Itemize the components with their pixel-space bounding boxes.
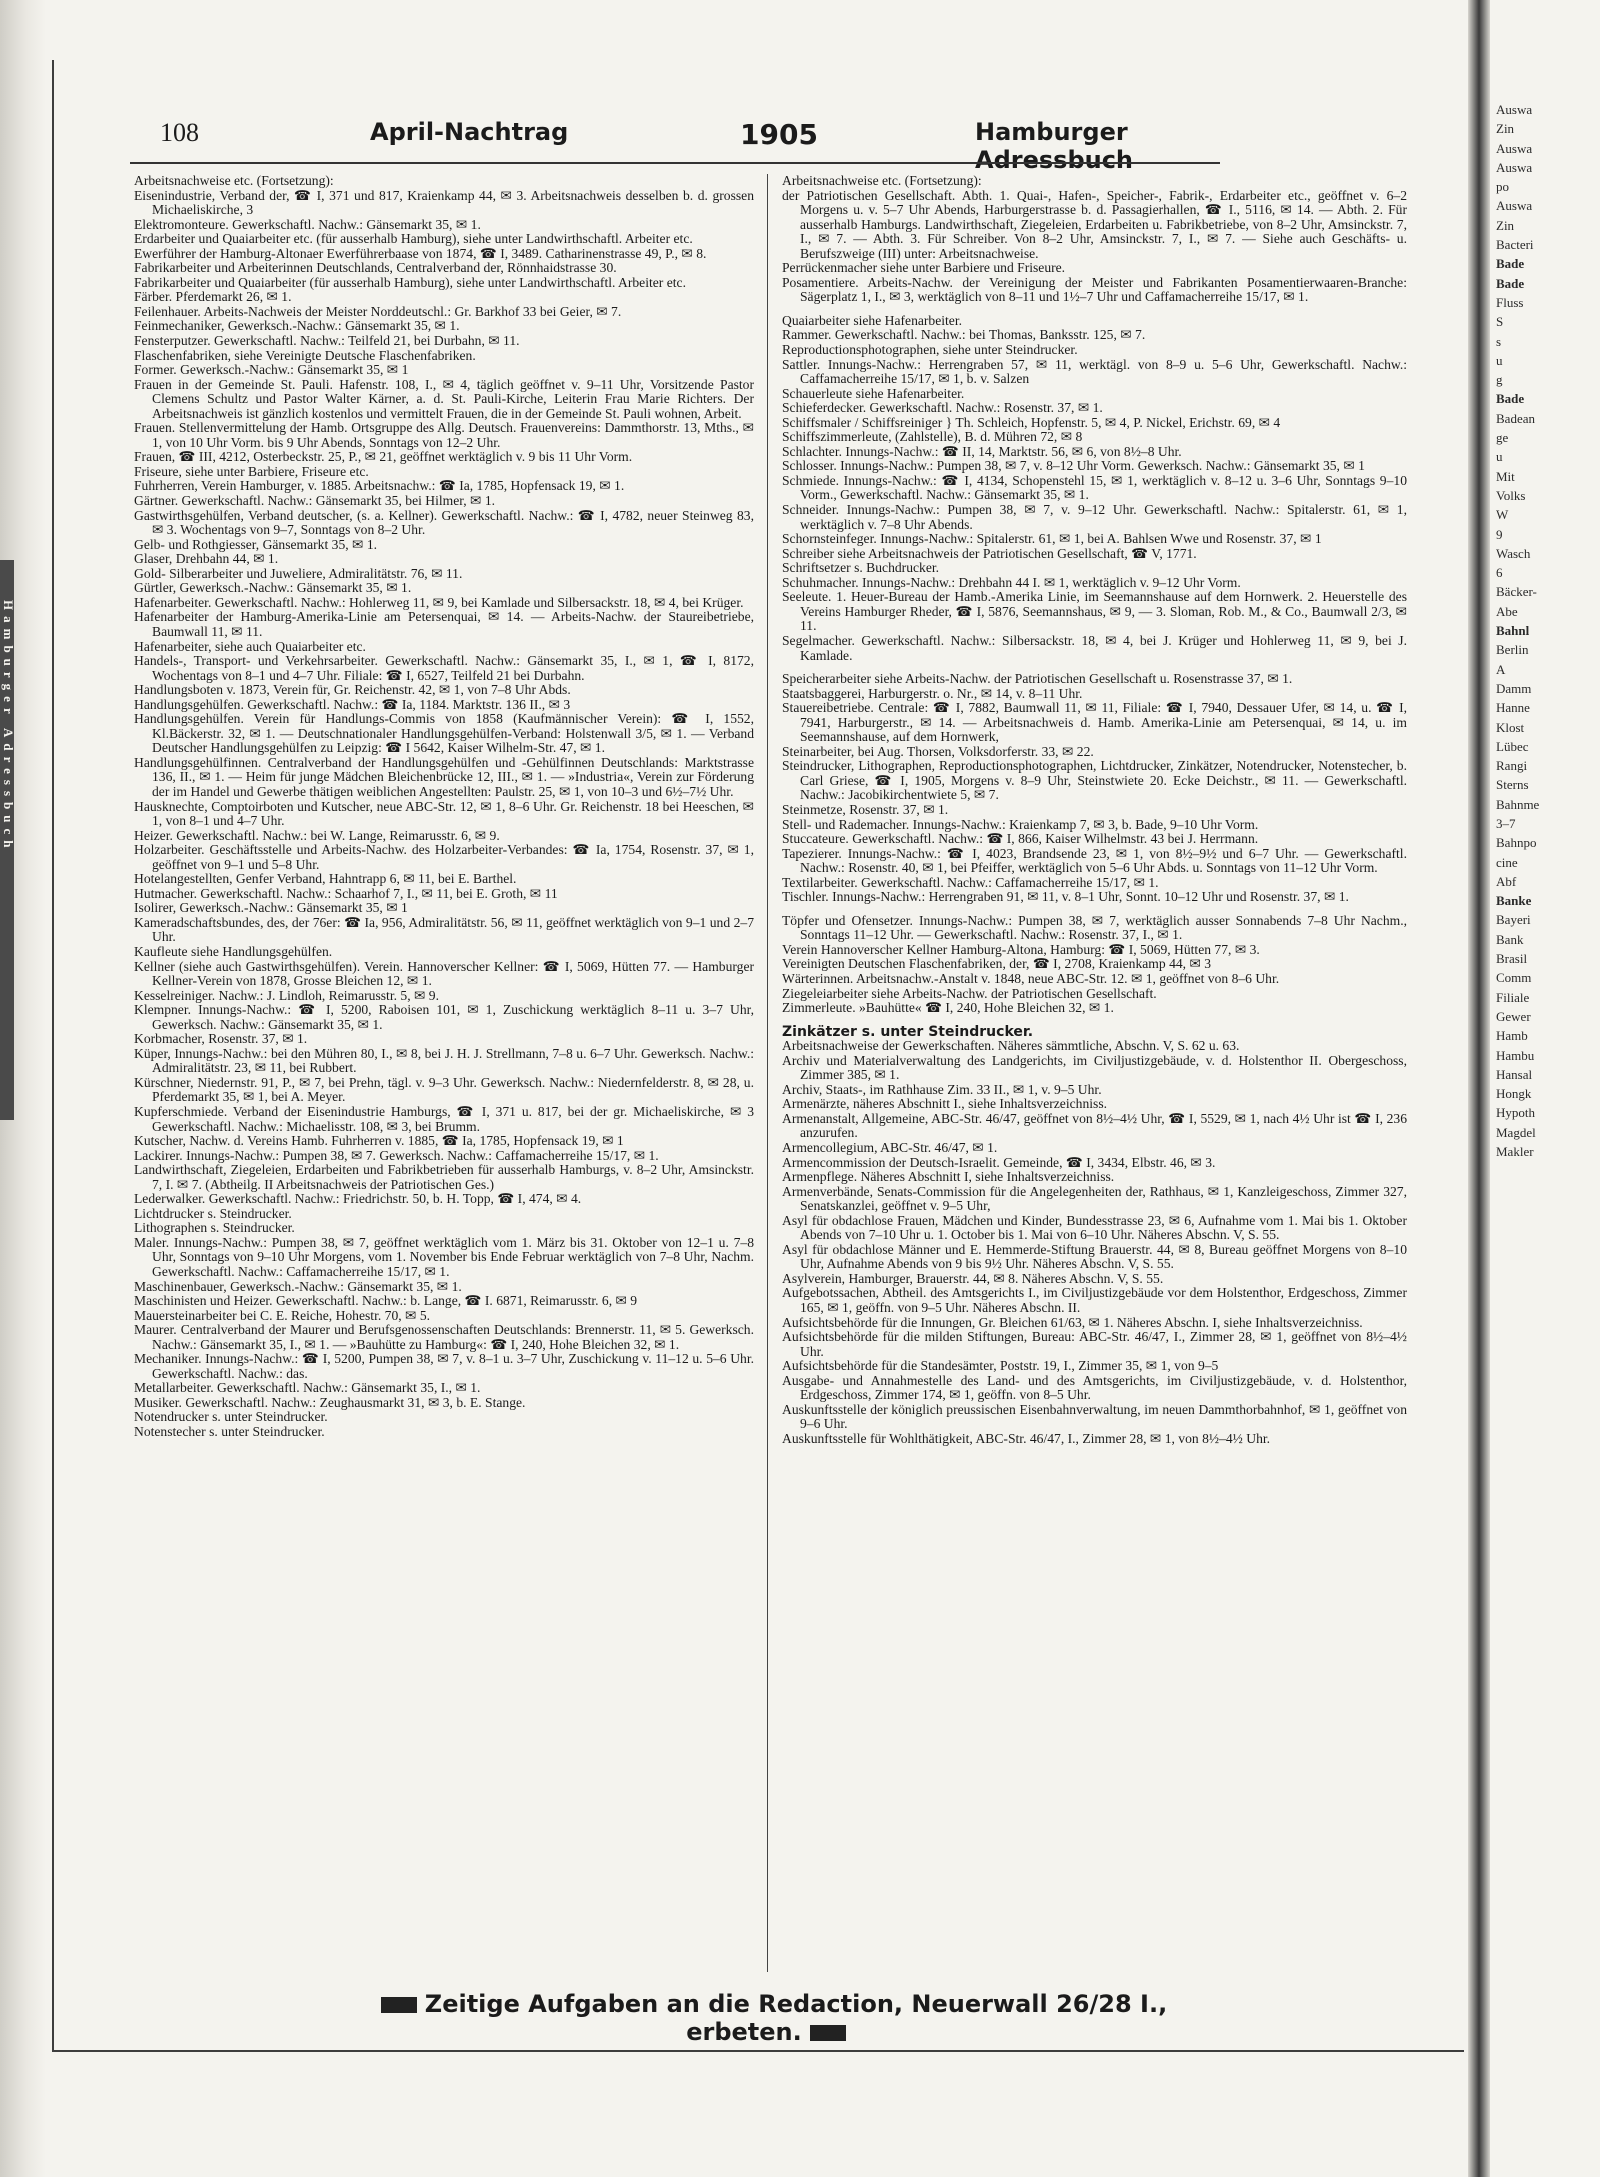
next-page-fragment: Wasch bbox=[1496, 545, 1531, 561]
year: 1905 bbox=[740, 118, 818, 151]
directory-entry: Handlungsboten v. 1873, Verein für, Gr. Reichenstr. 42, ✉ 1, von 7–8 Uhr Abds. bbox=[134, 682, 571, 698]
page-gutter bbox=[1468, 0, 1490, 2177]
directory-entry: Handlungsgehülfinnen. Centralverband der Handlungsgehülfen und -Gehülfinnen Deutschlands: Marktstrasse 136, II., ✉ 1. — Heim für junge Mädchen Bleichenbrücke 12, III., ✉ 1. — »Industria«, Verein zur Förderung der im Handel und Gewerbe thätigen weiblichen Angestellten: Paulstr. 25, ✉ 1, von 10–3 und 6½–7½ Uhr. bbox=[134, 754, 754, 799]
directory-entry: Schlosser. Innungs-Nachw.: Pumpen 38, ✉ 7, v. 8–12 Uhr Vorm. Gewerksch. Nachw.: Gänsemarkt 35, ✉ 1 bbox=[782, 458, 1365, 474]
next-page-fragment: cine bbox=[1496, 854, 1518, 870]
directory-entry: Frauen, ☎ III, 4212, Osterbeckstr. 25, P., ✉ 21, geöffnet werktäglich v. 9 bis 11 Uhr Vorm. bbox=[134, 449, 633, 465]
directory-entry: Schreiber siehe Arbeitsnachweis der Patriotischen Gesellschaft, ☎ V, 1771. bbox=[782, 545, 1197, 561]
directory-entry: Aufsichtsbehörde für die Innungen, Gr. Bleichen 61/63, ✉ 1. Näheres Abschn. I, siehe Inhaltsverzeichniss. bbox=[782, 1314, 1363, 1330]
directory-entry: Armenverbände, Senats-Commission für die Angelegenheiten der, Rathhaus, ✉ 1, Kanzleigeschoss, Zimmer 327, Senatskanzlei, geöffnet v. 9–5 Uhr, bbox=[782, 1183, 1407, 1214]
directory-entry: Lithographen s. Steindrucker. bbox=[134, 1220, 295, 1236]
next-page-fragment: u bbox=[1496, 352, 1503, 368]
directory-entry: Schiffsmaler / Schiffsreiniger } Th. Schleich, Hopfenstr. 5, ✉ 4, P. Nickel, Erichstr. 69, ✉ 4 bbox=[782, 414, 1281, 430]
directory-entry: Handlungsgehülfen. Gewerkschaftl. Nachw.: ☎ Ia, 1184. Marktstr. 136 II., ✉ 3 bbox=[134, 696, 571, 712]
directory-entry: Frauen. Stellenvermittelung der Hamb. Ortsgruppe des Allg. Deutsch. Frauenvereins: Dammthorstr. 13, Mths., ✉ 1, von 10 Uhr Vorm. bis 9 Uhr Abends, Sonntags von 12–2 Uhr. bbox=[134, 420, 754, 450]
page-header bbox=[160, 118, 1220, 174]
directory-entry: Auskunftsstelle für Wohlthätigkeit, ABC-Str. 46/47, I., Zimmer 28, ✉ 1, von 8½–4½ Uhr. bbox=[782, 1430, 1271, 1446]
next-page-fragment: Hambu bbox=[1496, 1047, 1535, 1063]
directory-entry: Arbeitsnachweise der Gewerkschaften. Näheres sämmtliche, Abschn. V, S. 62 u. 63. bbox=[782, 1038, 1240, 1054]
directory-entry: Färber. Pferdemarkt 26, ✉ 1. bbox=[134, 289, 292, 305]
spine-text: Hamburger Adressbuch bbox=[1, 600, 16, 854]
directory-entry: Rammer. Gewerkschaftl. Nachw.: bei Thomas, Banksstr. 125, ✉ 7. bbox=[782, 327, 1146, 343]
directory-entry: Aufsichtsbehörde für die milden Stiftungen, Bureau: ABC-Str. 46/47, I., Zimmer 28, ✉ 1, geöffnet von 8½–4½ Uhr. bbox=[782, 1329, 1407, 1359]
next-page-fragment: Brasil bbox=[1496, 951, 1528, 967]
directory-entry: Feilenhauer. Arbeits-Nachweis der Meister Norddeutschl.: Gr. Barkhof 33 bei Geier, ✉ 7. bbox=[134, 303, 622, 319]
directory-entry: Hafenarbeiter. Gewerkschaftl. Nachw.: Hohlerweg 11, ✉ 9, bei Kamlade und Silbersackstr. 18, ✉ 4, bei Krüger. bbox=[134, 594, 744, 610]
next-page-fragment: Bade bbox=[1496, 391, 1525, 407]
directory-entry: Kutscher, Nachw. d. Vereins Hamb. Fuhrherren v. 1885, ☎ Ia, 1785, Hopfensack 19, ✉ 1 bbox=[134, 1133, 624, 1149]
next-page-fragment: Badean bbox=[1496, 410, 1535, 426]
next-page-fragment: Hamb bbox=[1496, 1028, 1528, 1044]
continuation-heading: Arbeitsnachweise etc. (Fortsetzung): bbox=[134, 174, 334, 188]
directory-entry: Armencommission der Deutsch-Israelit. Gemeinde, ☎ I, 3434, Elbstr. 46, ✉ 3. bbox=[782, 1154, 1216, 1170]
next-page-fragment: Bäcker- bbox=[1496, 584, 1537, 600]
directory-entry: Feinmechaniker, Gewerksch.-Nachw.: Gänsemarkt 35, ✉ 1. bbox=[134, 318, 460, 334]
pointing-hand-icon bbox=[810, 2025, 846, 2041]
next-page-fragment: Gewer bbox=[1496, 1008, 1531, 1024]
directory-entry: Hafenarbeiter der Hamburg-Amerika-Linie am Petersenquai, ✉ 14. — Arbeits-Nachw. der Staureibetriebe, Baumwall 11, ✉ 11. bbox=[134, 609, 754, 639]
directory-entry: Eisenindustrie, Verband der, ☎ I, 371 und 817, Kraienkamp 44, ✉ 3. Arbeitsnachweis desselben b. d. grossen Michaeliskirche, 3 bbox=[134, 187, 754, 218]
directory-entry: Aufsichtsbehörde für die Standesämter, Poststr. 19, I., Zimmer 35, ✉ 1, von 9–5 bbox=[782, 1358, 1219, 1374]
directory-entry: Mauersteinarbeiter bei C. E. Reiche, Hohestr. 70, ✉ 5. bbox=[134, 1307, 431, 1323]
next-page-fragment: Berlin bbox=[1496, 642, 1529, 658]
directory-entry: Gold- Silberarbeiter und Juweliere, Admiralitätstr. 76, ✉ 11. bbox=[134, 565, 463, 581]
directory-entry: Töpfer und Ofensetzer. Innungs-Nachw.: Pumpen 38, ✉ 7, werktäglich ausser Sonnabends 7–8 Uhr Nachm., Sonntags 11–12 Uhr. — Gewerkschaftl. Nachw.: Rosenstr. 37, I., ✉ 1. bbox=[782, 912, 1407, 943]
directory-entry: Musiker. Gewerkschaftl. Nachw.: Zeughausmarkt 31, ✉ 3, b. E. Stange. bbox=[134, 1394, 526, 1410]
next-page-fragment: Auswa bbox=[1496, 140, 1533, 156]
directory-entry: Asylverein, Hamburger, Brauerstr. 44, ✉ 8. Näheres Abschn. V, S. 55. bbox=[782, 1270, 1164, 1286]
directory-entry: Glaser, Drehbahn 44, ✉ 1. bbox=[134, 551, 279, 567]
directory-entry: Mechaniker. Innungs-Nachw.: ☎ I, 5200, Pumpen 38, ✉ 7, v. 8–1 u. 3–7 Uhr, Zuschickung v. 11–12 u. 5–6 Uhr. Gewerkschaftl. Nachw.: das. bbox=[134, 1351, 754, 1381]
next-page-fragment: po bbox=[1496, 179, 1509, 195]
directory-entry: Küper, Innungs-Nachw.: bei den Mühren 80, I., ✉ 8, bei J. H. J. Strellmann, 7–8 u. 6–7 Uhr. Gewerksch. Nachw.: Admiralitätstr. 23, ✉ 11, bei Rubbert. bbox=[134, 1045, 754, 1076]
next-page-fragment: A bbox=[1496, 661, 1506, 677]
directory-entry: Armenanstalt, Allgemeine, ABC-Str. 46/47, geöffnet von 8½–4½ Uhr, ☎ I, 5529, ✉ 1, nach 4½ Uhr ist ☎ I, 236 anzurufen. bbox=[782, 1110, 1407, 1141]
directory-entry: Schneider. Innungs-Nachw.: Pumpen 38, ✉ 7, v. 9–12 Uhr. Gewerkschaftl. Nachw.: Spitalerstr. 61, ✉ 1, werktäglich v. 7–8 Uhr Abends. bbox=[782, 502, 1407, 532]
directory-entry: Reproductionsphotographen, siehe unter Steindrucker. bbox=[782, 342, 1078, 358]
next-page-fragment: Lübec bbox=[1496, 738, 1529, 754]
directory-entry: Maschinenbauer, Gewerksch.-Nachw.: Gänsemarkt 35, ✉ 1. bbox=[134, 1278, 462, 1294]
directory-entry: Hafenarbeiter, siehe auch Quaiarbeiter etc. bbox=[134, 638, 366, 654]
next-page-fragment: Bahnpo bbox=[1496, 835, 1537, 851]
directory-entry: Kaufleute siehe Handlungsgehülfen. bbox=[134, 943, 333, 959]
next-page-fragment: Bade bbox=[1496, 275, 1525, 291]
next-page-fragment: Comm bbox=[1496, 970, 1532, 986]
footer-text: Zeitige Aufgaben an die Redaction, Neuerwall 26/28 I., erbeten. bbox=[424, 1990, 1168, 2046]
column-left bbox=[134, 174, 754, 1974]
directory-entry: Schiffszimmerleute, (Zahlstelle), B. d. Mühren 72, ✉ 8 bbox=[782, 429, 1083, 445]
directory-entry: Verein Hannoverscher Kellner Hamburg-Altona, Hamburg: ☎ I, 5069, Hütten 77, ✉ 3. bbox=[782, 941, 1260, 957]
directory-entry: Kameradschaftsbundes, des, der 76er: ☎ Ia, 956, Admiralitätstr. 56, ✉ 11, geöffnet werktäglich von 9–1 und 2–7 Uhr. bbox=[134, 914, 754, 945]
next-page-fragment: Bayeri bbox=[1496, 912, 1531, 928]
directory-entry: Vereinigten Deutschen Flaschenfabriken, der, ☎ I, 2708, Kraienkamp 44, ✉ 3 bbox=[782, 956, 1212, 972]
directory-entry: Fuhrherren, Verein Hamburger, v. 1885. Arbeitsnachw.: ☎ Ia, 1785, Hopfensack 19, ✉ 1. bbox=[134, 478, 625, 494]
next-page-fragment: Makler bbox=[1496, 1144, 1534, 1160]
directory-entry: Armencollegium, ABC-Str. 46/47, ✉ 1. bbox=[782, 1140, 998, 1155]
next-page-fragment: Hongk bbox=[1496, 1086, 1532, 1102]
directory-entry: Elektromonteure. Gewerkschaftl. Nachw.: Gänsemarkt 35, ✉ 1. bbox=[134, 216, 481, 232]
next-page-fragment: Magdel bbox=[1496, 1124, 1536, 1140]
directory-entry: Notendrucker s. unter Steindrucker. bbox=[134, 1409, 328, 1425]
footer-notice bbox=[360, 1990, 1180, 2046]
next-page-fragment: Banke bbox=[1496, 893, 1532, 909]
continuation-heading: Arbeitsnachweise etc. (Fortsetzung): bbox=[782, 174, 982, 188]
directory-entry: Maler. Innungs-Nachw.: Pumpen 38, ✉ 7, geöffnet werktäglich vom 1. März bis 31. Oktober von 12–1 u. 7–8 Uhr, Sonntags von 9–10 Uhr Morgens, vom 1. November bis Ende Februar werktäglich von 7–8 Uhr, Nachm. Gewerkschaftl. Nachw.: Caffamacherreihe 15/17, ✉ 1. bbox=[134, 1234, 754, 1280]
next-page-fragment: Volks bbox=[1496, 487, 1526, 503]
next-page-fragment: Zin bbox=[1496, 217, 1515, 233]
directory-entry: Korbmacher, Rosenstr. 37, ✉ 1. bbox=[134, 1031, 308, 1047]
directory-entry: Aufgebotssachen, Abtheil. des Amtsgerichts I., im Civiljustizgebäude vor dem Holstenthor, Erdgeschoss, Zimmer 165, ✉ 1, geöffn. von 9–5 Uhr. Näheres Abschn. II. bbox=[782, 1285, 1407, 1316]
next-page-fragment: Mit bbox=[1496, 468, 1515, 484]
directory-entry: Frauen in der Gemeinde St. Pauli. Hafenstr. 108, I., ✉ 4, täglich geöffnet v. 9–11 Uhr, Vorsitzende Pastor Clemens Schultz und Pastor Walter Kärner, a. d. St. Pauli-Kirche, Leiterin Frau Marie Richters. Der Arbeitsnachweis ist gänzlich kostenlos und vermittelt Frauen, die in der Gemeinde St. Pauli wohnen, Arbeit. bbox=[134, 376, 754, 421]
next-page-fragment: u bbox=[1496, 449, 1503, 465]
directory-entry: der Patriotischen Gesellschaft. Abth. 1. Quai-, Hafen-, Speicher-, Fabrik-, Erdarbeiter etc., geöffnet v. 6–2 Morgens u. v. 5–7 Uhr Abends, Harburgerstrasse b. d. Passagierhallen, ☎ I., 5116, ✉ 14. — Abth. 2. Für ausserhalb Hamburgs. Landwirthschaft, Ziegeleien, Erdarbeiten u. Fabrikbetriebe, von 8–2 Uhr, Amsinckstr. 7, I., ✉ 7. — Abth. 3. Für Schreiber. Von 8–2 Uhr, Amsinckstr. 7, I., ✉ 7. — Siehe auch Geschäfts- u. Berufszweige (III) unter: Arbeitsnachweise. bbox=[782, 187, 1407, 261]
directory-entry: Speicherarbeiter siehe Arbeits-Nachw. der Patriotischen Gesellschaft u. Rosenstrasse 37, ✉ 1. bbox=[782, 671, 1293, 687]
directory-entry: Asyl für obdachlose Frauen, Mädchen und Kinder, Bundesstrasse 23, ✉ 6, Aufnahme vom 1. Mai bis 1. Oktober Abends von 7–10 Uhr u. 1. October bis 1. Mai von 6–10 Uhr. Näheres Abschn. V, S. 55. bbox=[782, 1212, 1407, 1243]
directory-entry: Asyl für obdachlose Männer und E. Hemmerde-Stiftung Brauerstr. 44, ✉ 8, Bureau geöffnet Morgens von 8–10 Uhr, Aufnahme Abends von 9 bis 9½ Uhr. Näheres Abschn. V, S. 55. bbox=[782, 1241, 1407, 1272]
directory-entry: Hotelangestellten, Genfer Verband, Hahntrapp 6, ✉ 11, bei E. Barthel. bbox=[134, 871, 517, 887]
section-heading: Zinkätzer s. unter Steindrucker. bbox=[782, 1023, 1034, 1040]
directory-entry: Kellner (siehe auch Gastwirthsgehülfen). Verein. Hannoverscher Kellner: ☎ I, 5069, Hütten 77. — Hamburger Kellner-Verein von 1878, Grosse Bleichen 12, ✉ 1. bbox=[134, 958, 754, 989]
directory-entry: Handels-, Transport- und Verkehrsarbeiter. Gewerkschaftl. Nachw.: Gänsemarkt 35, I., ✉ 1, ☎ I, 8172, Wochentags von 8–1 und 4–7 Uhr. Filiale: ☎ I, 6527, Teilfeld 21 bei Durbahn. bbox=[134, 653, 754, 683]
next-page-fragment: Zin bbox=[1496, 121, 1515, 137]
directory-entry: Kupferschmiede. Verband der Eisenindustrie Hamburgs, ☎ I, 371 u. 817, bei der gr. Michaeliskirche, ✉ 3 Gewerkschaftl. Nachw.: Michaelisstr. 108, ✉ 3, bei Brumm. bbox=[134, 1104, 754, 1134]
directory-entry: Archiv und Materialverwaltung des Landgerichts, im Civiljustizgebäude, v. d. Holstenthor II. Obergeschoss, Zimmer 385, ✉ 1. bbox=[782, 1052, 1407, 1083]
directory-entry: Textilarbeiter. Gewerkschaftl. Nachw.: Caffamacherreihe 15/17, ✉ 1. bbox=[782, 874, 1159, 890]
next-page-fragment: 3–7 bbox=[1496, 815, 1516, 831]
directory-entry: Ziegeleiarbeiter siehe Arbeits-Nachw. der Patriotischen Gesellschaft. bbox=[782, 985, 1157, 1001]
next-page-fragment: Auswa bbox=[1496, 102, 1533, 117]
directory-entry: Kürschner, Niedernstr. 91, P., ✉ 7, bei Prehn, tägl. v. 9–3 Uhr. Gewerksch. Nachw.: Niedernfelderstr. 8, ✉ 28, u. Pferdemarkt 35, ✉ 1, bei A. Meyer. bbox=[134, 1074, 754, 1105]
directory-entry: Schieferdecker. Gewerkschaftl. Nachw.: Rosenstr. 37, ✉ 1. bbox=[782, 400, 1103, 416]
directory-entry: Armenärzte, näheres Abschnitt I., siehe Inhaltsverzeichniss. bbox=[782, 1096, 1108, 1112]
next-page-fragment: S bbox=[1496, 314, 1504, 330]
next-page-fragment: s bbox=[1496, 333, 1502, 349]
next-page-fragment: Auswa bbox=[1496, 159, 1533, 175]
directory-entry: Stauereibetriebe. Centrale: ☎ I, 7882, Baumwall 11, ✉ 11, Filiale: ☎ I, 7940, Dessauer Ufer, ✉ 14, u. ☎ I, 7941, Harburgerstr., ✉ 14. — Arbeitsnachweis d. Hamb. Amerika-Linie am Petersenquai, ✉ 14, u. im Seemannshause, auf dem Hornwerk, bbox=[782, 700, 1407, 745]
directory-entry: Hausknechte, Comptoirboten und Kutscher, neue ABC-Str. 12, ✉ 1, 8–6 Uhr. Gr. Reichenstr. 18 bei Heeschen, ✉ 1, von 8–1 und 4–7 Uhr. bbox=[134, 798, 754, 829]
next-page-fragment: Hansal bbox=[1496, 1066, 1533, 1082]
header-rule bbox=[130, 162, 1220, 164]
directory-entry: Tischler. Innungs-Nachw.: Herrengraben 91, ✉ 11, v. 8–1 Uhr, Sonnt. 10–12 Uhr und Rosenstr. 37, ✉ 1. bbox=[782, 889, 1349, 905]
next-page-fragment: Bahnl bbox=[1496, 623, 1530, 639]
next-page-fragment: Rangi bbox=[1496, 758, 1528, 774]
pointing-hand-icon bbox=[381, 1997, 417, 2013]
directory-entry: Schlachter. Innungs-Nachw.: ☎ II, 14, Marktstr. 56, ✉ 6, von 8½–8 Uhr. bbox=[782, 443, 1182, 459]
page-number: 108 bbox=[160, 118, 199, 147]
next-page-fragment: 9 bbox=[1496, 526, 1503, 542]
directory-entry: Sattler. Innungs-Nachw.: Herrengraben 57, ✉ 11, werktägl. von 8–9 u. 5–6 Uhr, Gewerkschaftl. Nachw.: Caffamacherreihe 15/17, ✉ 1, b. v. Salzen bbox=[782, 356, 1407, 387]
next-page-fragment: Abe bbox=[1496, 603, 1518, 619]
directory-entry: Segelmacher. Gewerkschaftl. Nachw.: Silbersackstr. 18, ✉ 4, bei J. Krüger und Hohlerweg 11, ✉ 9, bei J. Kamlade. bbox=[782, 632, 1407, 663]
directory-entry: Stell- und Rademacher. Innungs-Nachw.: Kraienkamp 7, ✉ 3, b. Bade, 9–10 Uhr Vorm. bbox=[782, 816, 1259, 832]
next-page-fragment: Fluss bbox=[1496, 294, 1524, 310]
directory-entry: Fabrikarbeiter und Arbeiterinnen Deutschlands, Centralverband der, Rönnhaidstrasse 30. bbox=[134, 260, 617, 276]
directory-entry: Ausgabe- und Annahmestelle des Land- und des Amtsgerichts, im Civiljustizgebäude, v. d. Holstenthor, Erdgeschoss, Zimmer 174, ✉ 1, geöffn. von 8–5 Uhr. bbox=[782, 1372, 1407, 1403]
next-page-fragment: W bbox=[1496, 507, 1509, 523]
directory-entry: Archiv, Staats-, im Rathhause Zim. 33 II., ✉ 1, v. 9–5 Uhr. bbox=[782, 1081, 1102, 1097]
directory-entry: Erdarbeiter und Quaiarbeiter etc. (für ausserhalb Hamburg), siehe unter Landwirthschaftl. Arbeiter etc. bbox=[134, 231, 693, 247]
next-page-fragment: Bacteri bbox=[1496, 237, 1534, 253]
directory-entry: Posamentiere. Arbeits-Nachw. der Vereinigung der Meister und Fabrikanten Posamentierwaaren-Branche: Sägerplatz 1, I., ✉ 3, werktäglich von 8–11 und 1½–7 Uhr und Caffamacherreihe 15/17, ✉ 1. bbox=[782, 274, 1407, 305]
directory-entry: Schornsteinfeger. Innungs-Nachw.: Spitalerstr. 61, ✉ 1, bei A. Bahlsen Wwe und Rosenstr. 37, ✉ 1 bbox=[782, 531, 1322, 547]
directory-entry: Maschinisten und Heizer. Gewerkschaftl. Nachw.: b. Lange, ☎ I. 6871, Reimarusstr. 6, ✉ 9 bbox=[134, 1293, 638, 1309]
book-title: Hamburger Adressbuch bbox=[975, 118, 1134, 174]
directory-entry: Stuccateure. Gewerkschaftl. Nachw.: ☎ I, 866, Kaiser Wilhelmstr. 43 bei J. Herrmann. bbox=[782, 831, 1259, 847]
directory-entry: Isolirer, Gewerksch.-Nachw.: Gänsemarkt 35, ✉ 1 bbox=[134, 900, 408, 916]
directory-entry: Quaiarbeiter siehe Hafenarbeiter. bbox=[782, 312, 963, 328]
directory-entry: Fensterputzer. Gewerkschaftl. Nachw.: Teilfeld 21, bei Durbahn, ✉ 11. bbox=[134, 333, 520, 349]
directory-entry: Klempner. Innungs-Nachw.: ☎ I, 5200, Raboisen 101, ✉ 1, Zuschickung werktäglich 8–11 u. 3–7 Uhr, Gewerksch. Nachw.: Gänsemarkt 35, ✉ 1. bbox=[134, 1002, 754, 1032]
next-page-fragment: Bank bbox=[1496, 931, 1524, 947]
directory-entry: Fabrikarbeiter und Quaiarbeiter (für ausserhalb Hamburg), siehe unter Landwirthschaftl. Arbeiter etc. bbox=[134, 274, 686, 290]
directory-entry: Ewerführer der Hamburg-Altonaer Ewerführerbaase von 1874, ☎ I, 3489. Catharinenstrasse 49, P., ✉ 8. bbox=[134, 245, 707, 261]
directory-entry: Steinmetze, Rosenstr. 37, ✉ 1. bbox=[782, 801, 949, 817]
column-divider bbox=[767, 174, 768, 1972]
directory-entry: Friseure, siehe unter Barbiere, Friseure etc. bbox=[134, 463, 369, 479]
next-page-fragment: Sterns bbox=[1496, 777, 1529, 793]
next-page-fragment: Bade bbox=[1496, 256, 1525, 272]
directory-entry: Holzarbeiter. Geschäftsstelle und Arbeits-Nachw. des Holzarbeiter-Verbandes: ☎ Ia, 1754, Rosenstr. 37, ✉ 1, geöffnet von 9–1 und 5–8 Uhr. bbox=[134, 842, 754, 872]
directory-entry: Gelb- und Rothgiesser, Gänsemarkt 35, ✉ 1. bbox=[134, 536, 378, 552]
directory-entry: Gastwirthsgehülfen, Verband deutscher, (s. a. Kellner). Gewerkschaftl. Nachw.: ☎ I, 4782, neuer Steinweg 83, ✉ 3. Wochentags von 9–7, Sonntags von 8–2 Uhr. bbox=[134, 507, 754, 538]
directory-entry: Schmiede. Innungs-Nachw.: ☎ I, 4134, Schopenstehl 15, ✉ 1, werktäglich v. 8–12 u. 3–6 Uhr, Sonntags 9–10 Vorm., Gewerkschaftl. Nachw.: Gänsemarkt 35, ✉ 1. bbox=[782, 472, 1407, 503]
column-right bbox=[782, 174, 1407, 1974]
next-page-fragment: Damm bbox=[1496, 680, 1532, 696]
directory-entry: Former. Gewerksch.-Nachw.: Gänsemarkt 35, ✉ 1 bbox=[134, 362, 409, 378]
directory-entry: Flaschenfabriken, siehe Vereinigte Deutsche Flaschenfabriken. bbox=[134, 347, 476, 363]
next-page-fragment: Auswa bbox=[1496, 198, 1533, 214]
directory-entry: Heizer. Gewerkschaftl. Nachw.: bei W. Lange, Reimarusstr. 6, ✉ 9. bbox=[134, 827, 500, 843]
section-title: April-Nachtrag bbox=[370, 118, 569, 146]
directory-entry: Steinarbeiter, bei Aug. Thorsen, Volksdorferstr. 33, ✉ 22. bbox=[782, 743, 1094, 759]
directory-entry: Staatsbaggerei, Harburgerstr. o. Nr., ✉ 14, v. 8–11 Uhr. bbox=[782, 685, 1083, 701]
directory-entry: Perrückenmacher siehe unter Barbiere und Friseure. bbox=[782, 260, 1066, 276]
directory-entry: Lederwalker. Gewerkschaftl. Nachw.: Friedrichstr. 50, b. H. Topp, ☎ I, 474, ✉ 4. bbox=[134, 1191, 582, 1207]
directory-entry: Steindrucker, Lithographen, Reproductionsphotographen, Lichtdrucker, Zinkätzer, Notendrucker, Notenstecher, b. Carl Griese, ☎ I, 1905, Morgens v. 8–9 Uhr, Steinstwiete 20. Ecke Deichstr., ✉ 11. — Gewerkschaftl. Nachw.: Jacobikirchentwiete 5, ✉ 7. bbox=[782, 758, 1407, 803]
next-page-fragment: 6 bbox=[1496, 565, 1503, 581]
directory-entry: Kesselreiniger. Nachw.: J. Lindloh, Reimarusstr. 5, ✉ 9. bbox=[134, 987, 439, 1003]
next-page-fragment: Hypoth bbox=[1496, 1105, 1535, 1121]
next-page-fragment: Klost bbox=[1496, 719, 1525, 735]
directory-entry: Lichtdrucker s. Steindrucker. bbox=[134, 1205, 292, 1221]
directory-entry: Metallarbeiter. Gewerkschaftl. Nachw.: Gänsemarkt 35, I., ✉ 1. bbox=[134, 1380, 481, 1396]
directory-entry: Seeleute. 1. Heuer-Bureau der Hamb.-Amerika Linie, im Seemannshause auf dem Hornwerk. 2. Heuerstelle des Vereins Hamburger Rheder, ☎ I, 5876, Seemannshaus, ✉ 9, — 3. Sloman, Rob. M., & Co., Baumwall 2/3, ✉ 11. bbox=[782, 589, 1407, 634]
directory-entry: Landwirthschaft, Ziegeleien, Erdarbeiten und Fabrikbetrieben für ausserhalb Hamburgs, v. 8–2 Uhr, Amsinckstr. 7, I. ✉ 7. (Abtheilg. II Arbeitsnachweis der Patriotischen Ges.) bbox=[134, 1162, 754, 1192]
next-page-fragment: g bbox=[1496, 372, 1503, 388]
directory-entry: Schriftsetzer s. Buchdrucker. bbox=[782, 560, 940, 576]
directory-entry: Schuhmacher. Innungs-Nachw.: Drehbahn 44 I. ✉ 1, werktäglich v. 9–12 Uhr Vorm. bbox=[782, 574, 1241, 590]
directory-entry: Hutmacher. Gewerkschaftl. Nachw.: Schaarhof 7, I., ✉ 11, bei E. Groth, ✉ 11 bbox=[134, 885, 558, 901]
directory-entry: Lackirer. Innungs-Nachw.: Pumpen 38, ✉ 7. Gewerksch. Nachw.: Caffamacherreihe 15/17, ✉ 1. bbox=[134, 1147, 659, 1163]
directory-entry: Handlungsgehülfen. Verein für Handlungs-Commis von 1858 (Kaufmännischer Verein): ☎ I, 1552, Kl.Bäckerstr. 32, ✉ 1. — Deutschnationaler Handlungsgehülfen-Verband: Holstenwall 3/5, ✉ 1. — Verband Deutscher Handlungsgehülfen zu Leipzig: ☎ I 5642, Kaiser Wilhelm-Str. 47, ✉ 1. bbox=[134, 711, 754, 756]
directory-entry: Tapezierer. Innungs-Nachw.: ☎ I, 4023, Brandsende 23, ✉ 1, von 8½–9½ und 6–7 Uhr. — Gewerkschaftl. Nachw.: Rosenstr. 40, ✉ 1, bei Pfeiffer, werktäglich von 5–6 Uhr Abds. u. Sonntags von 11–12 Uhr Vorm. bbox=[782, 845, 1407, 876]
directory-entry: Auskunftsstelle der königlich preussischen Eisenbahnverwaltung, im neuen Dammthorbahnhof, ✉ 1, geöffnet von 9–6 Uhr. bbox=[782, 1401, 1407, 1432]
directory-entry: Notenstecher s. unter Steindrucker. bbox=[134, 1424, 325, 1440]
next-page-fragment: Hanne bbox=[1496, 700, 1530, 716]
directory-entry: Wärterinnen. Arbeitsnachw.-Anstalt v. 1848, neue ABC-Str. 12. ✉ 1, geöffnet von 8–6 Uhr. bbox=[782, 970, 1280, 986]
next-page-fragment: ge bbox=[1496, 430, 1509, 446]
next-page-fragment: Bahnme bbox=[1496, 796, 1540, 812]
directory-entry: Armenpflege. Näheres Abschnitt I, siehe Inhaltsverzeichniss. bbox=[782, 1169, 1115, 1185]
directory-entry: Maurer. Centralverband der Maurer und Berufsgenossenschaften Deutschlands: Brennerstr. 11, ✉ 5. Gewerksch. Nachw.: Gänsemarkt 35, I., ✉ 1. — »Bauhütte zu Hamburg«: ☎ I, 240, Hohe Bleichen 32, ✉ 1. bbox=[134, 1322, 754, 1352]
directory-entry: Gürtler, Gewerksch.-Nachw.: Gänsemarkt 35, ✉ 1. bbox=[134, 580, 412, 596]
directory-entry: Gärtner. Gewerkschaftl. Nachw.: Gänsemarkt 35, bei Hilmer, ✉ 1. bbox=[134, 493, 496, 509]
directory-entry: Zimmerleute. »Bauhütte« ☎ I, 240, Hohe Bleichen 32, ✉ 1. bbox=[782, 1000, 1114, 1016]
next-page-fragment: Filiale bbox=[1496, 989, 1530, 1005]
next-page-fragment: Abf bbox=[1496, 873, 1517, 889]
next-page-edge bbox=[1496, 100, 1600, 2000]
directory-entry: Schauerleute siehe Hafenarbeiter. bbox=[782, 385, 965, 401]
